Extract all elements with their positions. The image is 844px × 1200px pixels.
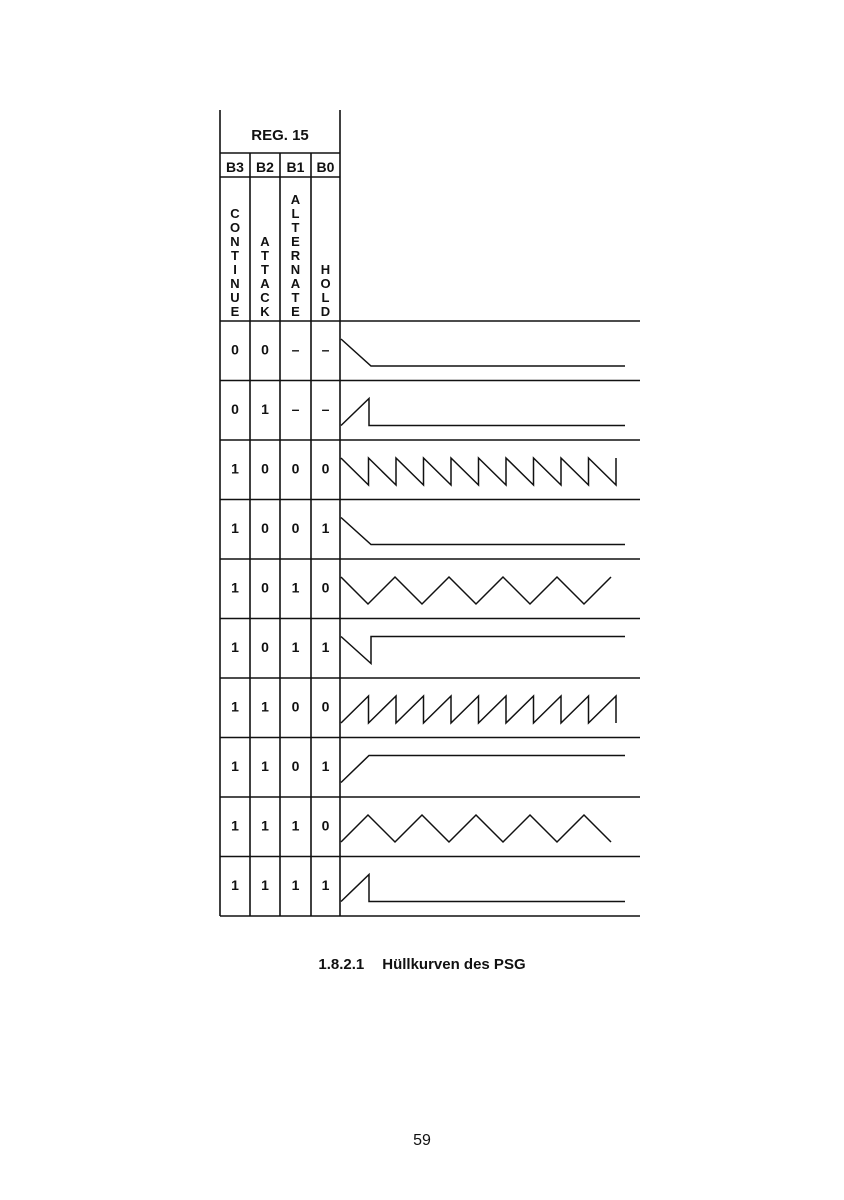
- flag-letter: A: [260, 276, 270, 291]
- flag-letter: L: [321, 290, 330, 305]
- caption-title: Hüllkurven des PSG: [382, 956, 526, 973]
- flag-name-hold: [320, 262, 330, 319]
- bit-value: 1: [321, 638, 330, 655]
- envelope-waveform-repeating-decay-sawtooth: [341, 458, 616, 485]
- bit-value: 1: [231, 519, 239, 536]
- bit-value: 0: [291, 757, 300, 774]
- bit-value: 0: [291, 698, 300, 715]
- envelope-waveform-repeating-attack-sawtooth: [341, 696, 616, 723]
- flag-letter: O: [229, 220, 241, 235]
- flag-letter: R: [290, 248, 301, 263]
- bit-value: 1: [291, 817, 300, 834]
- flag-letter: L: [291, 206, 300, 221]
- bit-value: –: [291, 400, 300, 417]
- bit-value: 0: [291, 519, 300, 536]
- flag-name-alternate: [291, 192, 301, 319]
- bit-value: 1: [231, 460, 239, 477]
- flag-letter: H: [320, 262, 331, 277]
- bit-value: 1: [231, 698, 239, 715]
- bit-value: 0: [321, 698, 330, 715]
- flag-letter: U: [230, 290, 240, 305]
- bit-header-b0: B0: [316, 159, 335, 175]
- figure-caption: [0, 956, 844, 973]
- bit-header-b2: B2: [256, 159, 274, 175]
- flag-letter: A: [260, 234, 270, 249]
- flag-letter: A: [290, 276, 301, 291]
- flag-letter: O: [320, 276, 331, 291]
- envelope-waveform-decay-then-low: [341, 339, 625, 366]
- bit-value: –: [321, 400, 330, 417]
- flag-letter: T: [231, 248, 239, 263]
- bit-value: 0: [261, 460, 269, 477]
- bit-value: 0: [261, 638, 269, 655]
- bit-value: –: [291, 341, 300, 358]
- bit-header-b3: B3: [226, 159, 244, 175]
- envelope-waveform-decay-then-high: [341, 637, 625, 664]
- flag-name-continue: [230, 206, 240, 319]
- flag-letter: T: [261, 248, 269, 263]
- bit-value: 1: [321, 519, 330, 536]
- caption-number: 1.8.2.1: [318, 956, 365, 973]
- bit-value: 1: [231, 817, 239, 834]
- bit-value: 1: [321, 876, 330, 893]
- bit-value: 1: [291, 876, 300, 893]
- flag-letter: N: [230, 234, 240, 249]
- bit-value: 1: [261, 876, 269, 893]
- bit-value: 1: [261, 400, 269, 417]
- flag-letter: D: [320, 304, 331, 319]
- register-label: REG. 15: [251, 127, 309, 144]
- flag-letter: A: [290, 192, 301, 207]
- bit-value: 1: [261, 698, 269, 715]
- flag-letter: N: [290, 262, 301, 277]
- page-number: 59: [413, 1132, 431, 1149]
- bit-value: 1: [291, 579, 300, 596]
- flag-letter: I: [233, 262, 237, 277]
- bit-value: 0: [321, 579, 330, 596]
- bit-value: 0: [291, 460, 300, 477]
- bit-value: 1: [261, 817, 269, 834]
- envelope-waveform-triangle-starting-down: [341, 577, 611, 604]
- flag-letter: T: [291, 290, 300, 305]
- bit-value: 0: [261, 341, 269, 358]
- flag-letter: C: [230, 206, 240, 221]
- flag-letter: T: [261, 262, 269, 277]
- envelope-waveform-attack-then-low: [341, 399, 625, 426]
- envelope-waveform-triangle-starting-up: [341, 815, 611, 842]
- bit-value: 0: [231, 341, 239, 358]
- bit-value: 0: [321, 817, 330, 834]
- envelope-waveform-attack-then-low: [341, 875, 625, 902]
- flag-name-attack: [260, 234, 270, 319]
- envelope-waveform-decay-then-low: [341, 518, 625, 545]
- envelope-waveform-attack-then-high: [341, 756, 625, 783]
- bit-value: 1: [231, 638, 239, 655]
- bit-value: 1: [291, 638, 300, 655]
- flag-letter: E: [230, 304, 240, 319]
- bit-value: 1: [231, 876, 239, 893]
- flag-letter: K: [260, 304, 270, 319]
- bit-value: 0: [231, 400, 239, 417]
- bit-value: 1: [321, 757, 330, 774]
- bit-value: 1: [231, 579, 239, 596]
- flag-letter: C: [260, 290, 270, 305]
- flag-letter: N: [230, 276, 240, 291]
- flag-letter: T: [291, 220, 300, 235]
- flag-letter: E: [291, 304, 300, 319]
- bit-value: 1: [231, 757, 239, 774]
- flag-letter: E: [291, 234, 300, 249]
- bit-value: –: [321, 341, 330, 358]
- bit-value: 0: [261, 579, 269, 596]
- bit-value: 0: [261, 519, 269, 536]
- bit-value: 1: [261, 757, 269, 774]
- bit-header-b1: B1: [286, 159, 305, 175]
- bit-value: 0: [321, 460, 330, 477]
